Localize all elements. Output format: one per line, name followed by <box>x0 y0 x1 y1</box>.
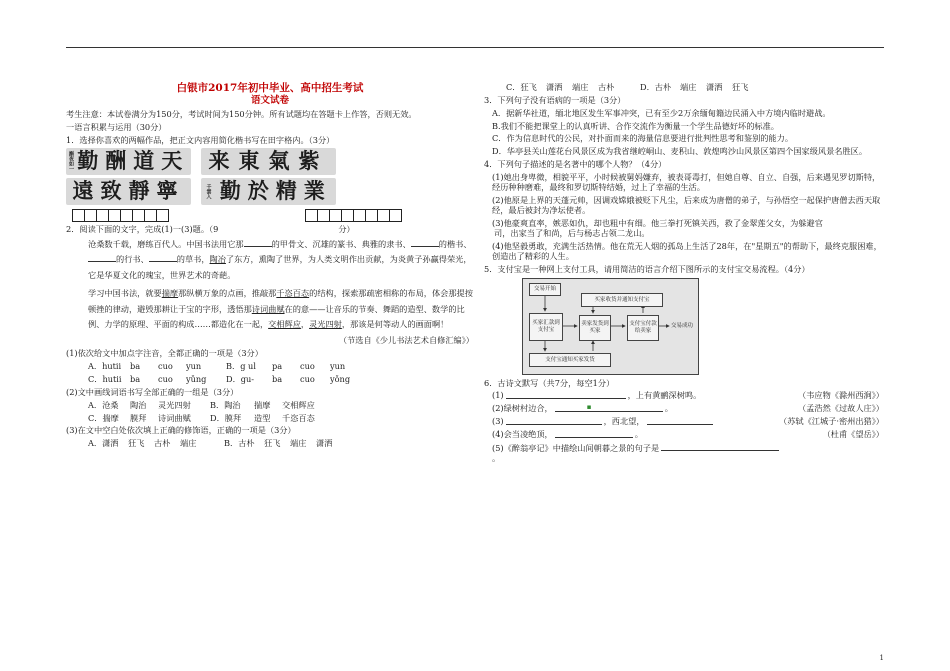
header-rule <box>66 47 884 48</box>
calligraphy-chars-1: 勤酬道天 <box>77 148 190 174</box>
q3-option-a: A．据新华社道，缅北地区发生军事冲突，已有至少2万余缅甸籍边民涌入中方境内临时避战。 <box>492 107 831 118</box>
flow-success: 交易成功 <box>670 322 693 329</box>
calligraphy-image-2 <box>201 148 336 175</box>
q4-item-4: (4)他坚毅勇敢，充满生活热情。他在荒无人烟的孤岛上生活了28年，在"星期五"的帮助下，最终克服困难，创造出了精彩的人生。 <box>492 241 882 262</box>
q5-stem: 5．支付宝是一种网上支付工具，请用简洁的语言介绍下图所示的支付宝交易流程。（4分） <box>484 264 810 275</box>
q3-option-b: B.我们不能把课堂上的认真听讲、合作交流作为衡量一个学生品德好坏的标准。 <box>492 120 779 131</box>
q3-stem: 3．下列句子没有语病的一项是（3分） <box>484 94 626 105</box>
flow-buyer-pay: 买家汇款到支付宝 <box>529 313 563 341</box>
q2-source: （节选自《少儿书法艺术自修汇编》） <box>338 335 474 346</box>
q1-stem: 1．选择你喜欢的两幅作品，把正文内容用简化楷书写在田字格内。（3分） <box>66 134 335 145</box>
q6-line-1: (1) ，上有黄鹂深树鸣。 （韦应物《滁州西涧》） <box>492 390 884 401</box>
exam-notice: 考生注意：本试卷满分为150分，考试时间为150分钟。所有试题均在答题卡上作答，否则无效。 <box>66 109 417 119</box>
q2-sub2-options-cd: C．揣摩 膜拜 诗词曲赋 D．膜拜 造型 千恣百态 <box>88 412 315 423</box>
writing-grid-1[interactable] <box>72 209 169 222</box>
calligraphy-image-4: 千雲入 勤於精業 <box>201 178 336 205</box>
q2-sub1-options-cd: C．hutii ba cuo yǔng D．gu- ba cuo yǒng <box>88 373 351 384</box>
q6-line-3: (3) ，西北望， （苏轼《江城子·密州出猎》） <box>492 416 884 427</box>
q2-sub2-options-ab: A．沧桑 陶治 灵光四射 B．陶治 揣摩 交相辉应 <box>88 399 315 410</box>
q6-line-4: (4)会当凌绝顶， 。 （杜甫《望岳》） <box>492 428 884 439</box>
flow-notify-bottom: 支付宝通知买家发货 <box>529 353 611 367</box>
q2-sub3-options-ab: A．潇洒 狂飞 古朴 端庄 B．古朴 狂飞 端庄 潇洒 <box>88 438 333 449</box>
q6-stem: 6．古诗文默写（共7分，每空1分） <box>484 377 615 388</box>
q3-option-d: D．华亭县关山莲花台风景区成为我省继崆峒山、麦积山、敦煌鸣沙山风景区第四个国家级风景名胜区。 <box>492 146 868 157</box>
exam-subtitle: 语文试卷 <box>250 95 289 107</box>
exam-title: 白银市2017年初中毕业、高中招生考试 <box>176 82 364 94</box>
writing-grids <box>72 209 402 222</box>
calligraphy-image-3 <box>66 178 191 205</box>
section-heading: 一语言积累与运用（30分） <box>66 121 167 132</box>
flow-notify-top: 买家收货并通知支付宝 <box>581 293 663 307</box>
calligraphy-image-1: 㩂夜如一 勤酬道天 <box>67 148 190 174</box>
q2-sub2: (2)文中画线词语书写全部正确的一组是（3分） <box>66 386 239 397</box>
q4-item-1: (1)她出身卑微，相貌平平，小时候被舅妈嫌弃，被表哥毒打，但她自尊、自立、自强，后来遇见罗切斯特，经历种种磨难，最终和罗切斯特结婚，过上了幸福的生活。 <box>492 171 881 193</box>
flow-pay-seller: 支付宝付款给卖家 <box>627 315 659 341</box>
q4-stem: 4．下列句子描述的是名著中的哪个人物？（4分） <box>484 159 667 170</box>
q2-passage-2: 学习中国书法，就要揣摩那纵横万象的点画，推敲那千恣百态的结构，探索那疏密相称的布局，体会那提按顿挫的律动，避毁那耕让于宝的字形，透悟那诗词曲赋在的意——让音乐的节奏、舞蹈的造型、数学的比例、力学的原理、平面的构成……都造化在一起，交相辉应，灵光四射，那该是何等动人的画面啊！ <box>88 288 473 330</box>
right-column <box>484 82 884 466</box>
calligraphy-row-2 <box>66 178 474 205</box>
q6-line-5: (5)《醉翁亭记》中描绘山间朝暮之景的句子是 。 <box>484 442 884 464</box>
alipay-flow-diagram <box>522 278 699 375</box>
q4-item-3: (3)他豪爽直率，嫉恶如仇，却也粗中有细。他三拳打死镇关西，救了金翠莲父女，为躲避官 司，出家当了和尚，后与杨志占领二龙山。 <box>492 218 823 239</box>
flow-start: 交易开始 <box>529 283 561 296</box>
page-number: 1 <box>879 654 884 662</box>
q6-line-2: (2)绿树村边合， ▪ 。 （孟浩然《过故人庄》） <box>492 403 884 414</box>
q3-option-c: C．作为信息时代的公民，对扑面而来的海量信息要进行批判性思考和鉴别的能力。 <box>492 133 794 144</box>
q2-sub1-options-ab: A．hutii ba cuo yun B．g ul pa cuo yun <box>88 361 346 372</box>
q4-item-2: (2)他原是上界的天蓬元帅，因调戏嫦娥被贬下凡尘，后来成为唐僧的弟子，与孙悟空一起保护唐僧去西天取经，最后被封为净坛使者。 <box>492 195 881 216</box>
q2-sub1: (1)依次给文中加点字注音，全都正确的一项是（3分） <box>66 348 263 359</box>
q2-sub3: (3)在文中空白处依次填上正确的修饰语，正确的一项是（3分） <box>66 425 296 436</box>
writing-grid-2[interactable] <box>305 209 402 222</box>
flow-seller-ship: 卖家发货到买家 <box>579 315 611 341</box>
q2-stem: 2．阅读下面的文字，完成(1)一(3)题。（9 分） <box>66 223 355 234</box>
calligraphy-chars-4: 勤於精業 <box>219 178 332 204</box>
q2-passage-1: 沧桑数千载，磨练百代人。中国书法用它那 的甲骨文、沉雄的篆书、典雅的隶书、 的楷书、的行书、 的草书，陶冶了东方，熏陶了世界，为人类文明作出贡献，为炎黄子孙赢得荣光，它是华夏文化的瑰宝，世界艺术的奇葩。 <box>88 238 472 280</box>
calligraphy-chars-2: 来東氣紫 <box>208 148 329 174</box>
left-column <box>66 82 474 451</box>
q2-sub3-options-cd: C．狂飞 潇洒 端庄 古朴 D．古朴 端庄 潇洒 狂飞 <box>506 82 749 92</box>
calligraphy-row-1 <box>66 148 474 175</box>
calligraphy-chars-3: 遠致靜寧 <box>72 178 185 204</box>
